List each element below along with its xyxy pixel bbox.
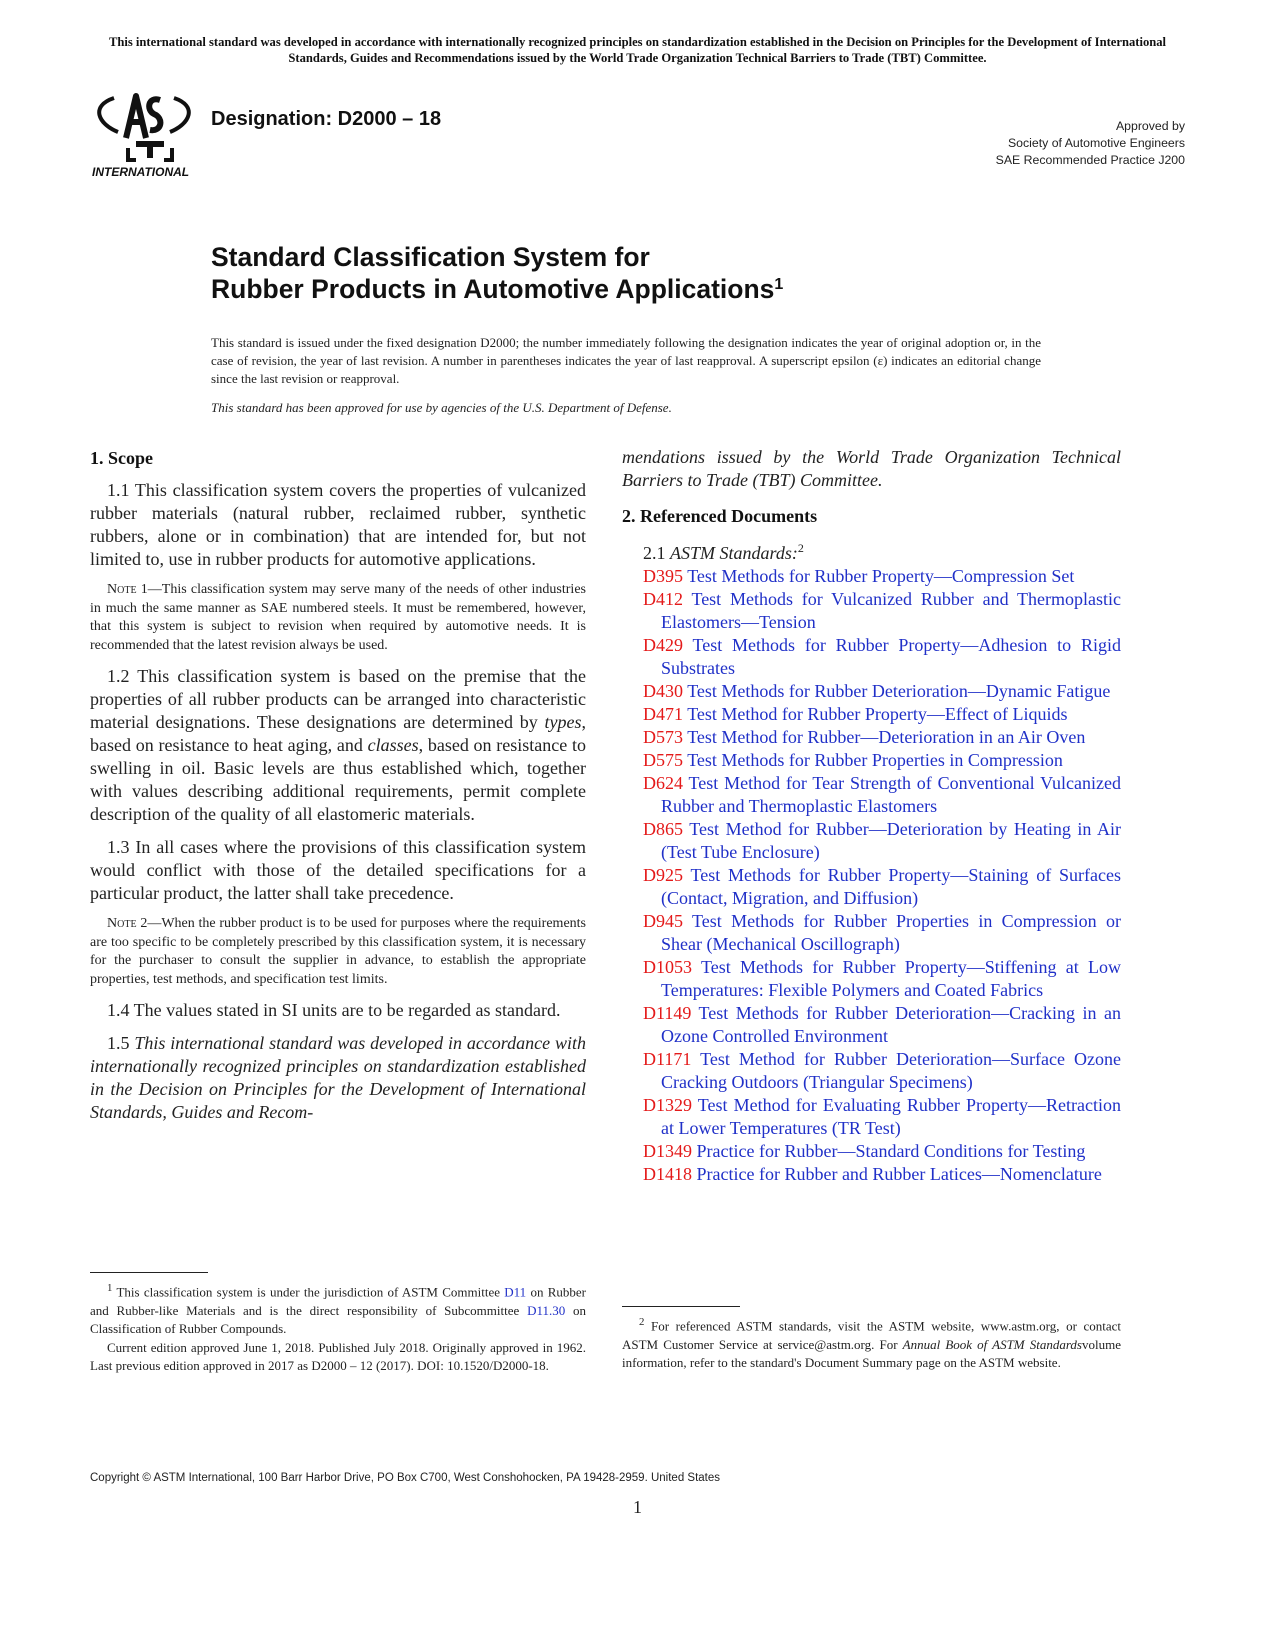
reference-item[interactable] [643,818,1121,864]
fn2-text-a: For referenced ASTM standards, visit the ASTM website, www.astm.org, or contact ASTM Customer Service at service@astm.org. For [622,1318,1121,1352]
reference-item[interactable] [643,864,1121,910]
paragraph-1-3: 1.3 In all cases where the provisions of this classification system would conflict with those of the detailed specifications for a particular product, the latter shall take precedence. [90,837,586,903]
footnote-rule [90,1272,208,1273]
reference-item[interactable] [643,588,1121,634]
p1-2-text-b: , based on resistance to heat aging, and [90,712,586,755]
reference-code[interactable]: D1171 [643,1049,692,1069]
issued-note: This standard is issued under the fixed designation D2000; the number immediately following the designation indicates the year of original adoption or, in the case of revision, the year of last revision. A number in parentheses indicates the year of last reapproval. A superscript epsilon (ε) indicates an editorial change since the last revision or reapproval. [211,335,1041,386]
note-2-label: Note 2 [107,916,148,931]
dod-note: This standard has been approved for use by agencies of the U.S. Department of Defense. [211,400,672,415]
reference-item[interactable] [643,910,1121,956]
approved-by: Approved by [1115,119,1185,133]
page-number: 1 [633,1497,642,1517]
reference-title[interactable]: Practice for Rubber and Rubber Latices—Nomenclature [696,1164,1102,1184]
reference-code[interactable]: D429 [643,635,683,655]
paragraph-1-2 [90,665,586,826]
reference-title[interactable]: Test Method for Rubber Property—Effect of Liquids [687,704,1068,724]
p1-2-types: types [544,712,582,732]
note-1-label: Note 1 [107,582,148,597]
reference-item[interactable] [643,726,1121,749]
reference-code[interactable]: D1418 [643,1164,692,1184]
reference-list [643,565,1121,1186]
reference-code[interactable]: D412 [643,589,683,609]
note-1-text: —This classification system may serve many of the needs of other industries in much the same manner as SAE numbered steels. It must be remembered, however, that this system is subject to revision when required by automotive needs. It is recommended that the latest revision always be used. [90,582,586,653]
reference-code[interactable]: D575 [643,750,683,770]
reference-title[interactable]: Test Methods for Rubber Properties in Compression or Shear (Mechanical Oscillograph) [661,911,1121,954]
reference-title[interactable]: Test Method for Evaluating Rubber Property—Retraction at Lower Temperatures (TR Test) [661,1095,1121,1138]
approved-org: Society of Automotive Engineers [1007,136,1185,150]
reference-title[interactable]: Test Methods for Rubber Property—Adhesion to Rigid Substrates [661,635,1121,678]
committee-link[interactable]: D11 [504,1284,527,1300]
title-footnote-mark: 1 [774,276,784,293]
reference-item[interactable] [643,680,1121,703]
title-line-2: Rubber Products in Automotive Applications [211,274,775,304]
reference-title[interactable]: Test Methods for Vulcanized Rubber and Thermoplastic Elastomers—Tension [661,589,1121,632]
approved-practice: SAE Recommended Practice J200 [995,153,1185,167]
paragraph-1-5 [90,1032,586,1124]
reference-item[interactable] [643,956,1121,1002]
p1-5-italic-left: This international standard was developed in accordance with internationally recognized principles on standardization established in the Decision on Principles for the Development of International Standards, Guides and Recom- [90,1033,586,1122]
reference-title[interactable]: Test Method for Rubber—Deterioration in an Air Oven [687,727,1086,747]
footnote-2 [622,1313,1121,1373]
reference-item[interactable] [643,565,1121,588]
fn1-text-b: on Rubber and Rubber-like Materials and is the direct responsibility of Subcommittee [90,1284,586,1318]
reference-code[interactable]: D865 [643,819,683,839]
reference-title[interactable]: Test Methods for Rubber Property—Compression Set [687,566,1075,586]
right-column [622,446,1122,1186]
subcommittee-link[interactable]: D11.30 [527,1302,566,1318]
footnotes-right [622,1306,1121,1373]
ref-sub-mark: 2 [797,541,804,555]
paragraph-1-1: 1.1 This classification system covers the properties of vulcanized rubber materials (natural rubber, reclaimed rubber, synthetic rubbers, alone or in combination) that are intended for, but not limited to, use in rubber products for automotive applications. [90,480,586,569]
document-title [211,241,1111,305]
reference-code[interactable]: D573 [643,727,683,747]
p1-2-text-c: , based on resistance to swelling in oil. Basic levels are thus established which, together with values describing additional requirements, permit complete description of the quality of all elastomeric materials. [90,735,587,824]
copyright: Copyright © ASTM International, 100 Barr Harbor Drive, PO Box C700, West Conshohocken, PA 19428-2959. United States [90,1472,721,1484]
reference-title[interactable]: Test Method for Rubber Deterioration—Surface Ozone Cracking Outdoors (Triangular Specimens) [661,1049,1122,1092]
reference-item[interactable] [643,772,1121,818]
footnote-1 [90,1279,586,1339]
reference-item[interactable] [643,1094,1121,1140]
note-1 [90,581,586,655]
footnote-rule-right [622,1306,740,1307]
reference-item[interactable] [643,1002,1121,1048]
reference-title[interactable]: Test Methods for Rubber Property—Staining of Surfaces (Contact, Migration, and Diffusion) [661,865,1121,908]
paragraph-1-4: 1.4 The values stated in SI units are to be regarded as standard. [107,1000,561,1020]
reference-title[interactable]: Test Methods for Rubber Properties in Compression [687,750,1063,770]
fn1-text-a: This classification system is under the jurisdiction of ASTM Committee [112,1284,505,1300]
reference-item[interactable] [643,1140,1121,1163]
ref-sub-num: 2.1 [643,543,670,563]
reference-code[interactable]: D1149 [643,1003,692,1023]
reference-title[interactable]: Test Method for Tear Strength of Conventional Vulcanized Rubber and Thermoplastic Elastomers [661,773,1121,816]
reference-code[interactable]: D925 [643,865,683,885]
logo-text: INTERNATIONAL [92,165,190,178]
fn1-mark: 1 [107,1282,113,1294]
top-notice: This international standard was developed in accordance with internationally recognized principles on standardization established in the Decision on Principles for the Development of International Standards, Guides and Recommendations issued by the World Trade Organization Technical Barriers to Trade (TBT) Committee. [108,35,1167,65]
fn2-text-b: volume information, refer to the standard's Document Summary page on the ASTM website. [622,1336,1121,1371]
reference-item[interactable] [643,634,1121,680]
footnote-1-edition: Current edition approved June 1, 2018. Published July 2018. Originally approved in 1962. Last previous edition approved in 2017 as D2000 – 12 (2017). DOI: 10.1520/D2000-18. [90,1339,586,1374]
note-2-text: —When the rubber product is to be used for purposes where the requirements are too specific to be completely prescribed by this classification system, it is necessary for the purchaser to consult the supplier in advance, to establish the appropriate properties, test methods, and specification test limits. [90,916,586,987]
reference-title[interactable]: Test Methods for Rubber Deterioration—Dynamic Fatigue [687,681,1111,701]
reference-title[interactable]: Test Methods for Rubber Deterioration—Cracking in an Ozone Controlled Environment [661,1003,1121,1046]
astm-standards-label [643,537,1121,565]
approved-block [885,118,1185,169]
p1-5-num: 1.5 [107,1033,135,1053]
reference-code[interactable]: D624 [643,773,683,793]
designation: Designation: D2000 – 18 [211,108,442,130]
scope-heading: 1. Scope [90,448,153,468]
fn2-mark: 2 [639,1316,645,1328]
fn1-text-c: on Classification of Rubber Compounds. [90,1302,586,1337]
reference-item[interactable] [643,1163,1121,1186]
left-column [90,446,586,1134]
reference-code[interactable]: D945 [643,911,683,931]
astm-logo [88,86,200,178]
reference-item[interactable] [643,1048,1121,1094]
references-heading: 2. Referenced Documents [622,506,818,526]
p1-2-text-a: 1.2 This classification system is based on the premise that the properties of all rubber products can be arranged into characteristic material designations. These designations are determined by [90,666,586,732]
fn2-italic: Annual Book of ASTM Standards [902,1336,1082,1352]
note-2 [90,915,586,989]
reference-code[interactable]: D430 [643,681,683,701]
reference-item[interactable] [643,703,1121,726]
reference-code[interactable]: D1053 [643,957,692,977]
p1-2-classes: classes [367,735,419,755]
astm-logo-icon [88,86,200,178]
ref-sub-label: ASTM Standards: [670,543,798,563]
reference-title[interactable]: Test Methods for Rubber Property—Stiffening at Low Temperatures: Flexible Polymers and Coated Fabrics [661,957,1121,1000]
reference-title[interactable]: Practice for Rubber—Standard Conditions for Testing [696,1141,1086,1161]
reference-code[interactable]: D395 [643,566,683,586]
reference-code[interactable]: D471 [643,704,683,724]
paragraph-1-5-continued: mendations issued by the World Trade Organization Technical Barriers to Trade (TBT) Committee. [622,447,1121,490]
reference-title[interactable]: Test Method for Rubber—Deterioration by Heating in Air (Test Tube Enclosure) [661,819,1121,862]
footnotes-left [90,1272,586,1376]
title-line-1: Standard Classification System for [211,242,650,272]
reference-item[interactable] [643,749,1121,772]
reference-code[interactable]: D1329 [643,1095,692,1115]
reference-code[interactable]: D1349 [643,1141,692,1161]
